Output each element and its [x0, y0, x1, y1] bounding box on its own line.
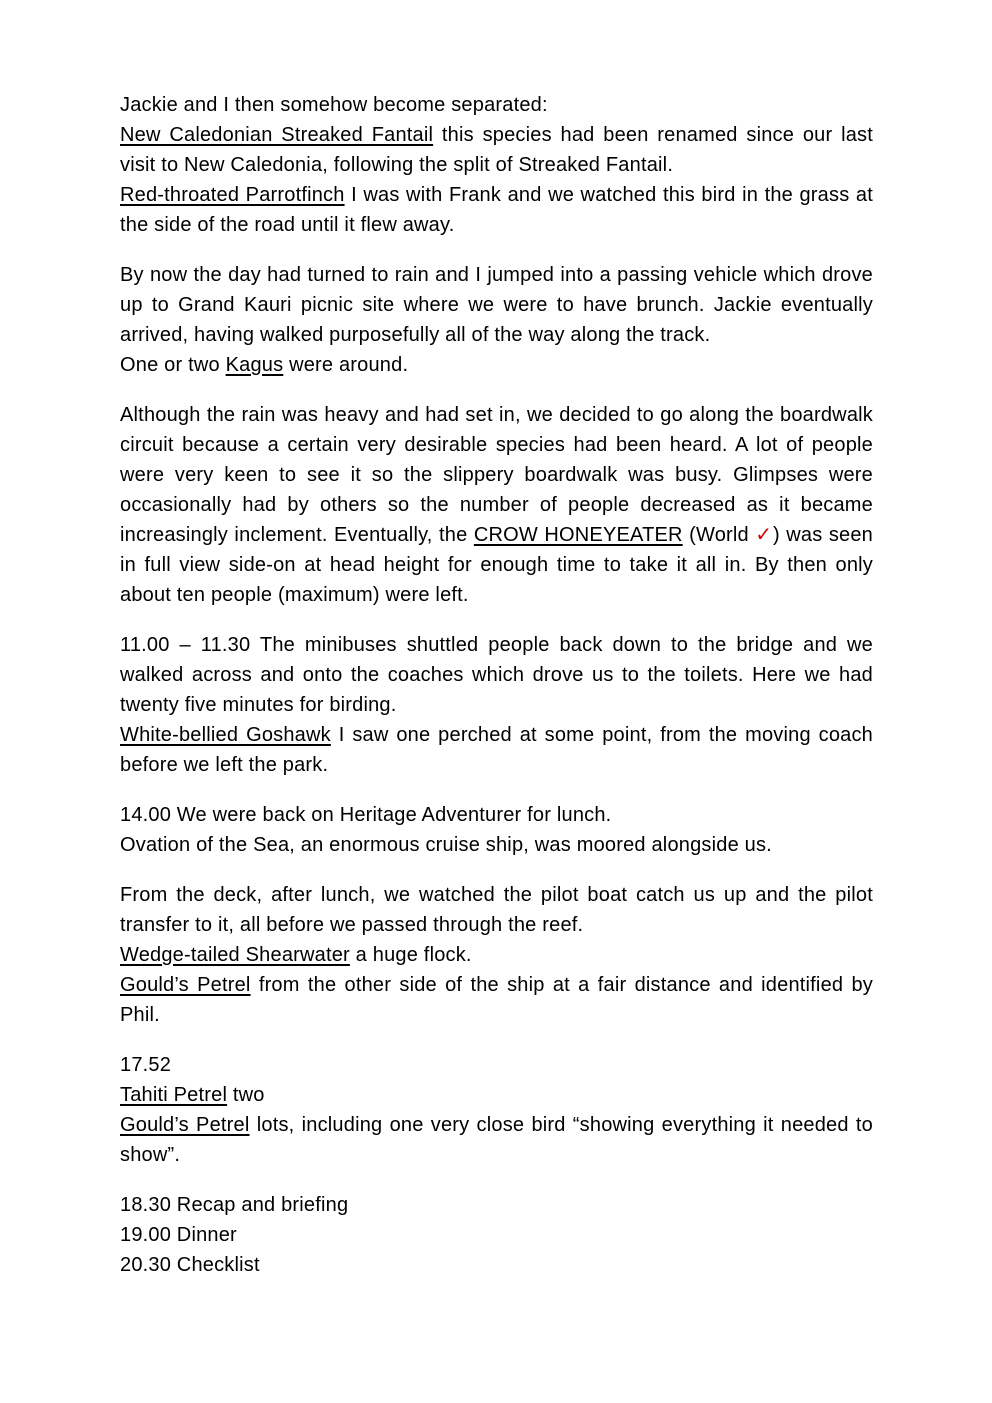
text-run: 17.52 — [120, 1054, 172, 1076]
text-run: I was with Frank and we watched this bird in the grass at the side of the road until it flew away. — [120, 184, 873, 236]
paragraph — [120, 970, 873, 1030]
text-run: One or two — [120, 354, 226, 376]
species-name: Gould’s Petrel — [120, 974, 251, 996]
text-run: 14.00 We were back on Heritage Adventurer for lunch. — [120, 804, 612, 826]
species-name: New Caledonian Streaked Fantail — [120, 124, 434, 146]
paragraph — [120, 630, 873, 720]
paragraph-block — [120, 1050, 873, 1170]
paragraph — [120, 120, 873, 180]
paragraph — [120, 1220, 873, 1250]
text-run: I saw one perched at some point, from the moving coach before we left the park. — [120, 724, 874, 776]
species-name: Red-throated Parrotfinch — [120, 184, 345, 206]
text-run: 20.30 Checklist — [120, 1254, 260, 1276]
text-run: were around. — [283, 354, 409, 376]
text-run: By now the day had turned to rain and I jumped into a passing vehicle which drove up to Grand Kauri picnic site where we were to have brunch. Jackie eventually arrived, having walked purposefully all of the way along the track. — [120, 264, 873, 346]
text-run: ) was seen in full view side-on at head height for enough time to take it all in. By then only about ten people (maximum) were left. — [120, 524, 873, 606]
text-run: a huge flock. — [349, 944, 472, 966]
paragraph-block — [120, 400, 873, 610]
text-run: this species had been renamed since our last visit to New Caledonia, following the split of Streaked Fantail. — [120, 124, 873, 176]
text-run: 19.00 Dinner — [120, 1224, 237, 1246]
paragraph — [120, 830, 873, 860]
species-name: White-bellied Goshawk — [120, 724, 331, 746]
paragraph-block — [120, 630, 873, 780]
text-run: 11.00 – 11.30 The minibuses shuttled people back down to the bridge and we walked across and onto the coaches which drove us to the toilets. Here we had twenty five minutes for birding. — [120, 634, 873, 716]
paragraph — [120, 1080, 873, 1110]
paragraph — [120, 260, 873, 350]
paragraph-block — [120, 1190, 873, 1280]
text-run: two — [227, 1084, 265, 1106]
paragraph — [120, 1110, 873, 1170]
text-run: from the other side of the ship at a fair distance and identified by Phil. — [120, 974, 873, 1026]
paragraph — [120, 90, 873, 120]
paragraph — [120, 180, 873, 240]
paragraph — [120, 800, 873, 830]
text-run: Jackie and I then somehow become separated: — [120, 94, 548, 116]
paragraph-block — [120, 880, 873, 1030]
paragraph — [120, 720, 873, 780]
species-name: Gould’s Petrel — [120, 1114, 250, 1136]
paragraph — [120, 1250, 873, 1280]
text-run: lots, including one very close bird “showing everything it needed to show”. — [120, 1114, 873, 1166]
species-name: Kagus — [225, 354, 284, 376]
paragraph — [120, 400, 873, 610]
species-name: Tahiti Petrel — [120, 1084, 228, 1106]
species-name: Wedge-tailed Shearwater — [120, 944, 350, 966]
text-run: Ovation of the Sea, an enormous cruise ship, was moored alongside us. — [120, 834, 772, 856]
text-run: Although the rain was heavy and had set in, we decided to go along the boardwalk circuit because a certain very desirable species had been heard. A lot of people were very keen to see it so the slippery boardwalk was busy. Glimpses were occasionally had by others so the number of people decreased as it became increasingly inclement. Eventually, the — [120, 404, 873, 546]
paragraph — [120, 350, 873, 380]
species-name: CROW HONEYEATER — [473, 524, 683, 546]
text-run: From the deck, after lunch, we watched the pilot boat catch us up and the pilot transfer to it, all before we passed through the reef. — [120, 884, 873, 936]
text-run: 18.30 Recap and briefing — [120, 1194, 349, 1216]
paragraph-block — [120, 90, 873, 240]
world-tick-icon: ✓ — [755, 524, 773, 546]
paragraph — [120, 1050, 873, 1080]
paragraph — [120, 880, 873, 940]
paragraph-block — [120, 260, 873, 380]
paragraph-block — [120, 800, 873, 860]
paragraph — [120, 940, 873, 970]
paragraph — [120, 1190, 873, 1220]
text-run: (World — [682, 524, 756, 546]
